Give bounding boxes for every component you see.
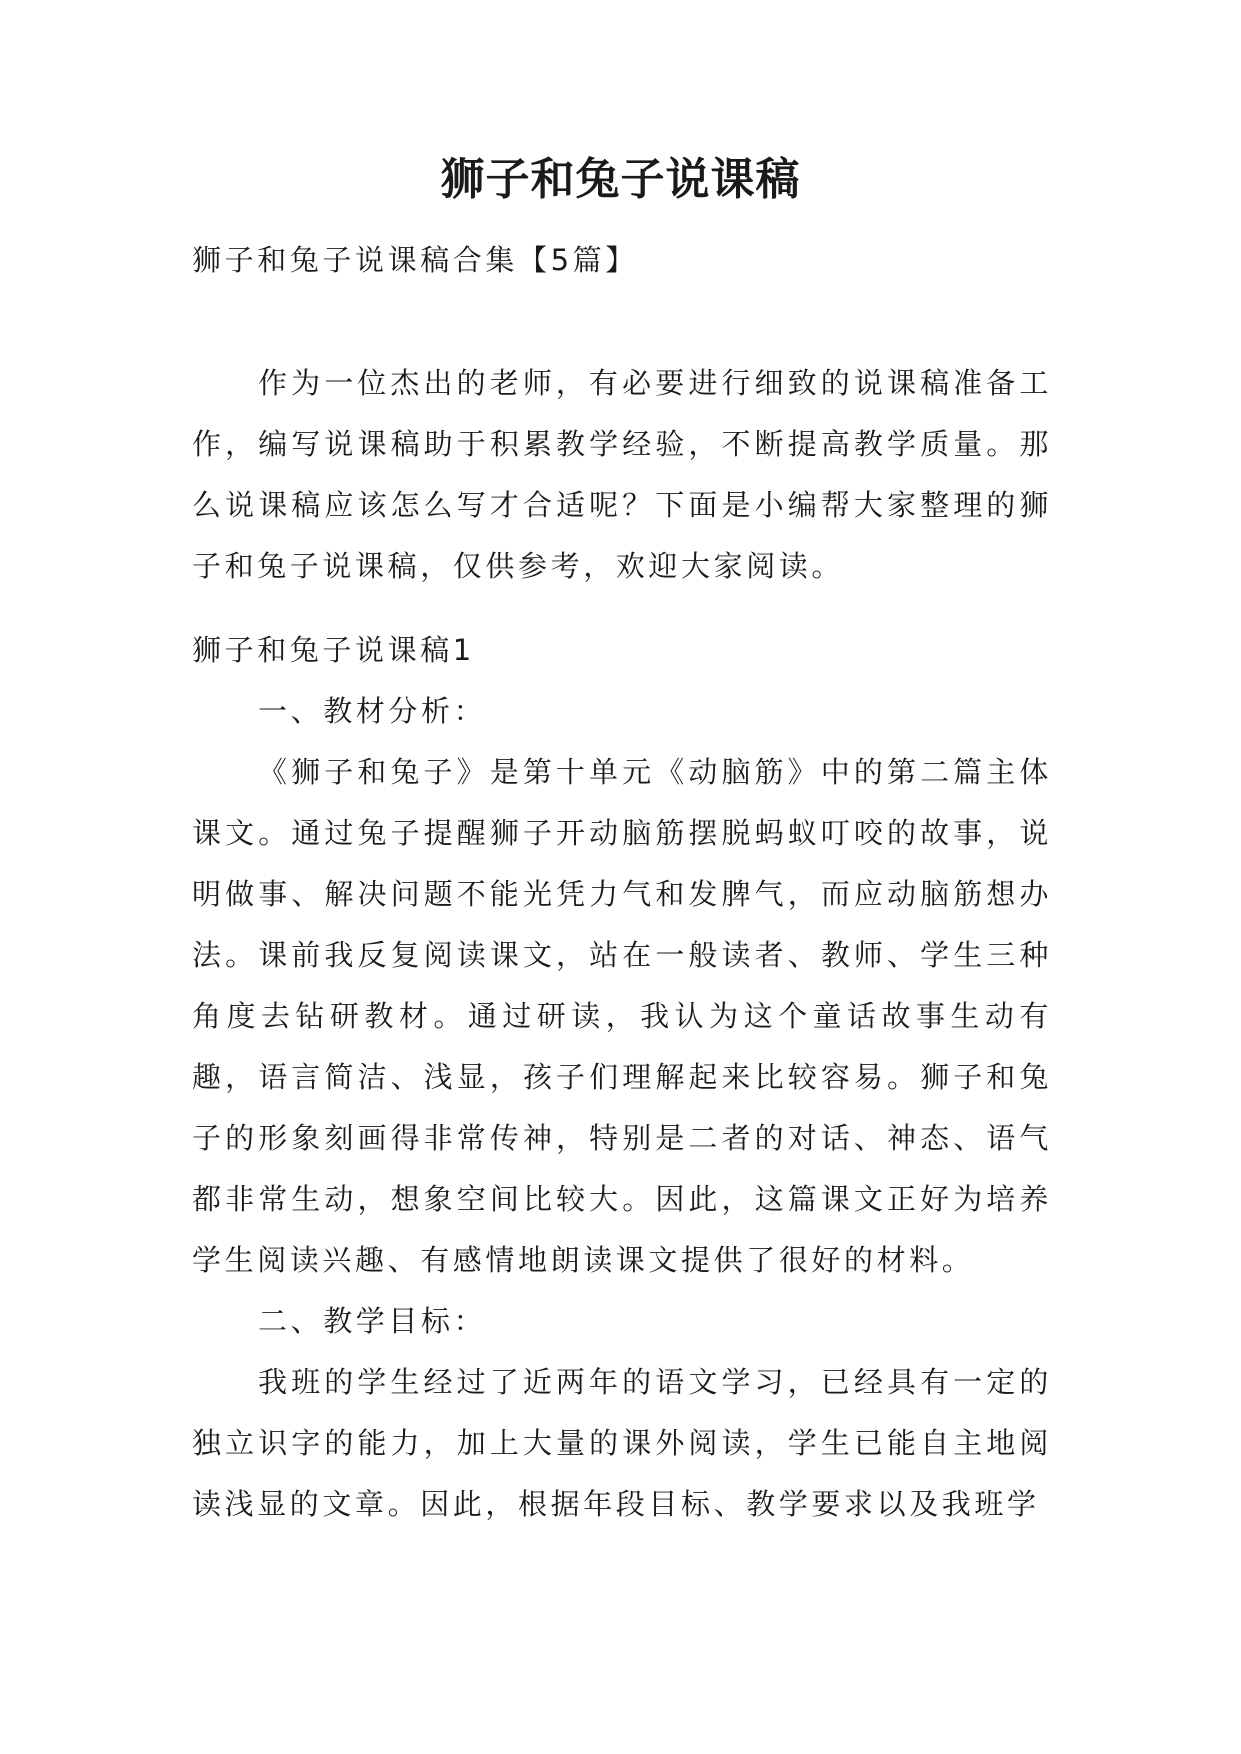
- objectives-text: 我班的学生经过了近两年的语文学习，已经具有一定的独立识字的能力，加上大量的课外阅读，学生已能自主地阅读浅显的文章。因此，根据年段目标、教学要求以及我班学: [192, 1365, 1052, 1521]
- section-1: [192, 620, 1052, 1535]
- part-heading-materials: 一、教材分析：: [258, 694, 487, 728]
- intro-text: 作为一位杰出的老师，有必要进行细致的说课稿准备工作，编写说课稿助于积累教学经验，不断提高教学质量。那么说课稿应该怎么写才合适呢？下面是小编帮大家整理的狮子和兔子说课稿，仅供参考，欢迎大家阅读。: [192, 366, 1052, 583]
- part-heading-objectives: 二、教学目标：: [258, 1304, 487, 1338]
- subtitle-text: 狮子和兔子说课稿合集【5篇】: [192, 243, 638, 277]
- materials-analysis-text: 《狮子和兔子》是第十单元《动脑筋》中的第二篇主体课文。通过兔子提醒狮子开动脑筋摆脱蚂蚁叮咬的故事，说明做事、解决问题不能光凭力气和发脾气，而应动脑筋想办法。课前我反复阅读课文，站在一般读者、教师、学生三种角度去钻研教材。通过研读，我认为这个童话故事生动有趣，语言简洁、浅显，孩子们理解起来比较容易。狮子和兔子的形象刻画得非常传神，特别是二者的对话、神态、语气都非常生动，想象空间比较大。因此，这篇课文正好为培养学生阅读兴趣、有感情地朗读课文提供了很好的材料。: [192, 755, 1052, 1277]
- intro-paragraph: [192, 353, 1052, 597]
- document-title: 狮子和兔子说课稿: [440, 154, 801, 205]
- section-heading: 狮子和兔子说课稿1: [192, 633, 475, 667]
- collection-subtitle: [192, 230, 1052, 291]
